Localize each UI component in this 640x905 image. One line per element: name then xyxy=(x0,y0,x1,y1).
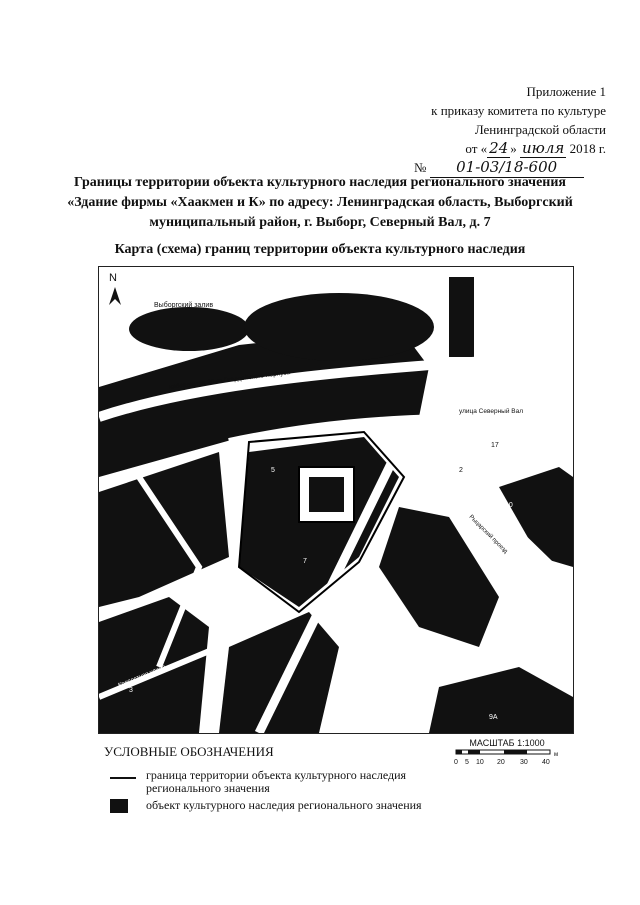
map-building-num-4: 5 xyxy=(271,467,275,474)
scale-bar xyxy=(452,738,562,772)
legend-boundary-line2: регионального значения xyxy=(146,781,270,795)
map-street-label-4: Рыцарский проезд xyxy=(467,514,509,555)
map-block-southwest xyxy=(99,597,209,733)
map-block-south xyxy=(219,612,339,733)
boundary-line-symbol xyxy=(110,773,138,783)
map-block-southeast xyxy=(429,667,573,733)
legend-boundary-line1: граница территории объекта культурного наследия xyxy=(146,768,407,782)
scale-unit: м xyxy=(554,752,559,758)
number-prefix: № xyxy=(414,160,427,175)
order-line: к приказу комитета по культуре xyxy=(431,103,606,118)
map-park-right xyxy=(244,293,434,361)
map-road-curve xyxy=(489,337,573,397)
appendix-title: Приложение 1 xyxy=(526,84,606,99)
appendix-block xyxy=(346,82,606,178)
map-building-num-3: 3 xyxy=(129,687,133,694)
map-heritage-object-core xyxy=(309,477,344,512)
heritage-object-symbol xyxy=(110,799,134,815)
legend-item-text xyxy=(146,769,466,795)
map-heading: Карта (схема) границ территории объекта культурного наследия xyxy=(114,242,526,257)
legend-heritage-line1: объект культурного наследия регионального значения xyxy=(146,798,422,812)
scale-tick-40: 40 xyxy=(542,759,550,766)
map-street-label-2: улица Северный Вал xyxy=(459,408,524,415)
scale-title: МАСШТАБ 1:1000 xyxy=(469,738,545,748)
map-north-arrow xyxy=(109,287,121,305)
map-building-num-2: 2 xyxy=(459,467,463,474)
map-drawing xyxy=(99,267,573,733)
region-line: Ленинградской области xyxy=(474,122,606,137)
cadastral-map xyxy=(98,266,574,734)
date-day-handwritten: 24 xyxy=(489,139,509,157)
date-line xyxy=(346,139,606,158)
title-line-1: Границы территории объекта культурного наследия регионального значения xyxy=(73,175,566,190)
map-street-label-5: Крепостная улица xyxy=(117,664,167,689)
map-street-label-1: набережная 30-го Гвардейского Корпуса xyxy=(168,369,291,391)
map-park-left xyxy=(129,307,249,351)
map-block-west xyxy=(99,452,229,607)
scale-tick-20: 20 xyxy=(497,759,505,766)
legend-title: УСЛОВНЫЕ ОБОЗНАЧЕНИЯ xyxy=(104,744,274,759)
legend-item-text xyxy=(146,799,466,812)
map-building-num-7: 17 xyxy=(491,442,499,449)
map-vertical-block xyxy=(449,277,474,357)
date-year: 2018 г. xyxy=(569,141,606,156)
scale-tick-5: 5 xyxy=(465,759,469,766)
map-building-num-5: 7 xyxy=(303,558,307,565)
scale-graphic xyxy=(452,748,562,770)
scale-tick-0: 0 xyxy=(454,759,458,766)
date-quote-close: » xyxy=(510,141,517,156)
date-prefix: от « xyxy=(465,141,488,156)
date-month-handwritten: июля xyxy=(522,139,565,157)
title-line-2: «Здание фирмы «Хаакмен и К» по адресу: Ленинградская область, Выборгский xyxy=(67,195,573,210)
map-building-num-8: 10 xyxy=(505,502,513,509)
map-building-num-1: 1 xyxy=(449,532,453,539)
document-title xyxy=(40,173,600,233)
number-handwritten: 01-03/18-600 xyxy=(430,158,584,178)
map-street-label-3: Выборгский залив xyxy=(154,302,214,309)
map-building-num-6: 9А xyxy=(489,714,498,721)
scale-tick-10: 10 xyxy=(476,759,484,766)
scale-tick-30: 30 xyxy=(520,759,528,766)
map-north-label: N xyxy=(109,272,117,284)
title-line-3: муниципальный район, г. Выборг, Северный Вал, д. 7 xyxy=(149,215,491,230)
